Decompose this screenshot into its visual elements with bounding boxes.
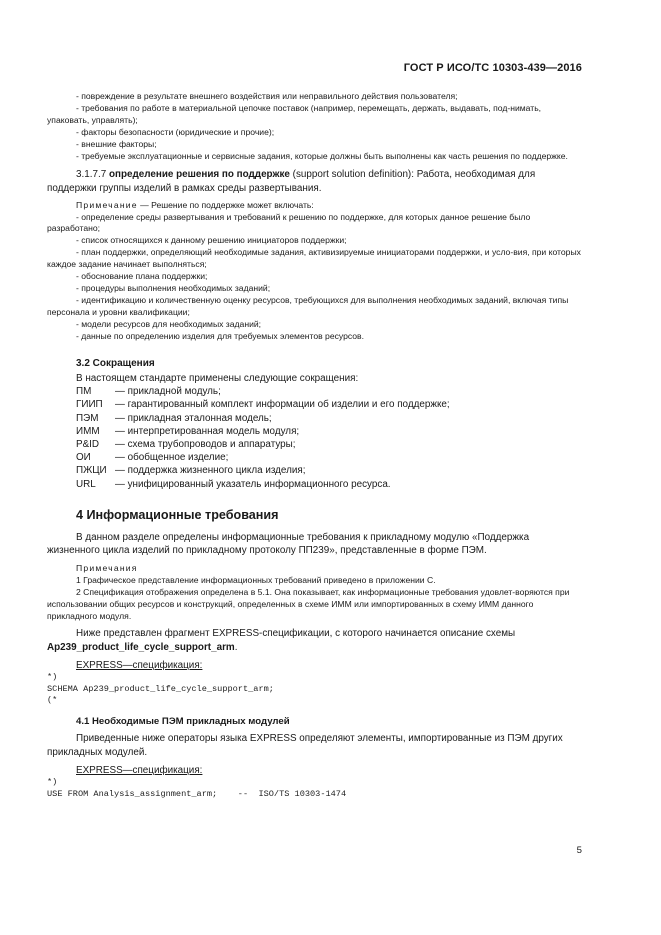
note-item: - определение среды развертывания и требований к решению по поддержке, для которых данное решение было разработано; bbox=[47, 211, 531, 234]
code-line: SCHEMA Ap239_product_life_cycle_support_arm; bbox=[47, 683, 274, 694]
note-intro: — Решение по поддержке может включать: bbox=[140, 199, 314, 210]
definition-term: определение решения по поддержке bbox=[108, 169, 290, 181]
express-spec-label: EXPRESS—спецификация: bbox=[76, 764, 203, 776]
note-item: 2 Спецификация отображения определена в 5.1. Она показывает, как информационные требования удовлет-воряются при использовании общих ресурсов и конструкций, определенных в схеме ИММ или импортированных в схему ИММ данного прикладного модуля. bbox=[47, 586, 570, 621]
abbreviation-row: ОИ — обобщенное изделие; bbox=[76, 452, 229, 464]
definition-number: 3.1.7.7 bbox=[76, 169, 107, 181]
code-block bbox=[47, 777, 581, 800]
list-item: - внешние факторы; bbox=[76, 138, 157, 149]
code-line: (* bbox=[47, 695, 58, 706]
section-4-paragraph-2: Ниже представлен фрагмент EXPRESS-спецификации, с которого начинается описание схемы Ap239_product_life_cycle_support_arm. bbox=[47, 628, 516, 654]
section-4-heading: 4 Информационные требования bbox=[76, 507, 279, 522]
abbreviation-row: ИММ — интерпретированная модель модуля; bbox=[76, 425, 300, 437]
code-block bbox=[47, 672, 581, 706]
definition-3-1-7-7 bbox=[47, 168, 581, 195]
section-4-notes bbox=[47, 563, 581, 623]
abbreviation-row: P&ID — схема трубопроводов и аппаратуры; bbox=[76, 438, 296, 450]
note-item: - обоснование плана поддержки; bbox=[76, 271, 208, 282]
list-item: - факторы безопасности (юридические и прочие); bbox=[76, 126, 275, 137]
abbreviation-row: ПЖЦИ — поддержка жизненного цикла изделия; bbox=[76, 465, 306, 477]
abbreviation-row: ГИИП — гарантированный комплект информации об изделии и его поддержке; bbox=[76, 399, 450, 411]
section-3-2-intro: В настоящем стандарте применены следующие сокращения: bbox=[76, 372, 359, 384]
list-item: - повреждение в результате внешнего воздействия или неправильного действия пользователя; bbox=[76, 91, 458, 101]
note-block bbox=[47, 200, 581, 343]
section-4-1-paragraph: Приведенные ниже операторы языка EXPRESS определяют элементы, импортированные из ПЭМ других прикладных модулей. bbox=[47, 733, 563, 759]
note-item: - данные по определению изделия для требуемых элементов ресурсов. bbox=[76, 330, 365, 341]
page-number: 5 bbox=[576, 845, 582, 856]
notes-label: Примечания bbox=[76, 562, 138, 573]
definition-text: (support solution definition): Работа, необходимая для поддержки группы изделий в рамках среды развертывания. bbox=[47, 169, 536, 195]
page-content bbox=[47, 91, 581, 800]
code-line: *) bbox=[47, 777, 58, 788]
code-line: USE FROM Analysis_assignment_arm; -- ISO/TS 10303-1474 bbox=[47, 788, 347, 799]
list-item: - требования по работе в материальной цепочке поставок (например, перемещать, держать, выдавать, под-нимать, упаковать, управлять); bbox=[47, 102, 542, 125]
note-item: 1 Графическое представление информационных требований приведено в приложении С. bbox=[76, 574, 436, 585]
code-line: *) bbox=[47, 672, 58, 683]
section-4-paragraph: В данном разделе определены информационные требования к прикладному модулю «Поддержка жизненного цикла изделий по прикладному протоколу ПП239», представленные в форме ПЭМ. bbox=[47, 531, 530, 557]
express-spec-label: EXPRESS—спецификация: bbox=[76, 659, 203, 671]
note-item: - процедуры выполнения необходимых заданий; bbox=[76, 282, 271, 293]
note-label: Примечание bbox=[76, 199, 138, 210]
schema-name: Ap239_product_life_cycle_support_arm bbox=[47, 642, 235, 654]
note-item: - список относящихся к данному решению инициаторов поддержки; bbox=[76, 235, 347, 246]
note-item: - модели ресурсов для необходимых заданий; bbox=[76, 318, 262, 329]
abbreviation-row: ПЭМ — прикладная эталонная модель; bbox=[76, 412, 272, 424]
page-header-title: ГОСТ Р ИСО/ТС 10303-439—2016 bbox=[403, 62, 582, 74]
list-item: - требуемые эксплуатационные и сервисные задания, которые должны быть выполнены как часть решения по поддержке. bbox=[76, 150, 568, 161]
note-item: - идентификацию и количественную оценку ресурсов, требующихся для выполнения необходимых заданий, включая типы персонала и уровни квалификации; bbox=[47, 294, 569, 317]
section-4-1-heading: 4.1 Необходимые ПЭМ прикладных модулей bbox=[76, 716, 290, 728]
abbreviation-row: ПМ — прикладной модуль; bbox=[76, 386, 221, 398]
top-list bbox=[47, 91, 581, 162]
abbreviation-row: URL — унифицированный указатель информационного ресурса. bbox=[76, 478, 391, 490]
section-3-2-heading: 3.2 Сокращения bbox=[76, 357, 155, 369]
abbreviation-list bbox=[76, 385, 581, 491]
note-item: - план поддержки, определяющий необходимые задания, активизируемые инициаторами поддержки, и усло-вия, при которых каждое задание начинает выполняться; bbox=[47, 247, 581, 270]
